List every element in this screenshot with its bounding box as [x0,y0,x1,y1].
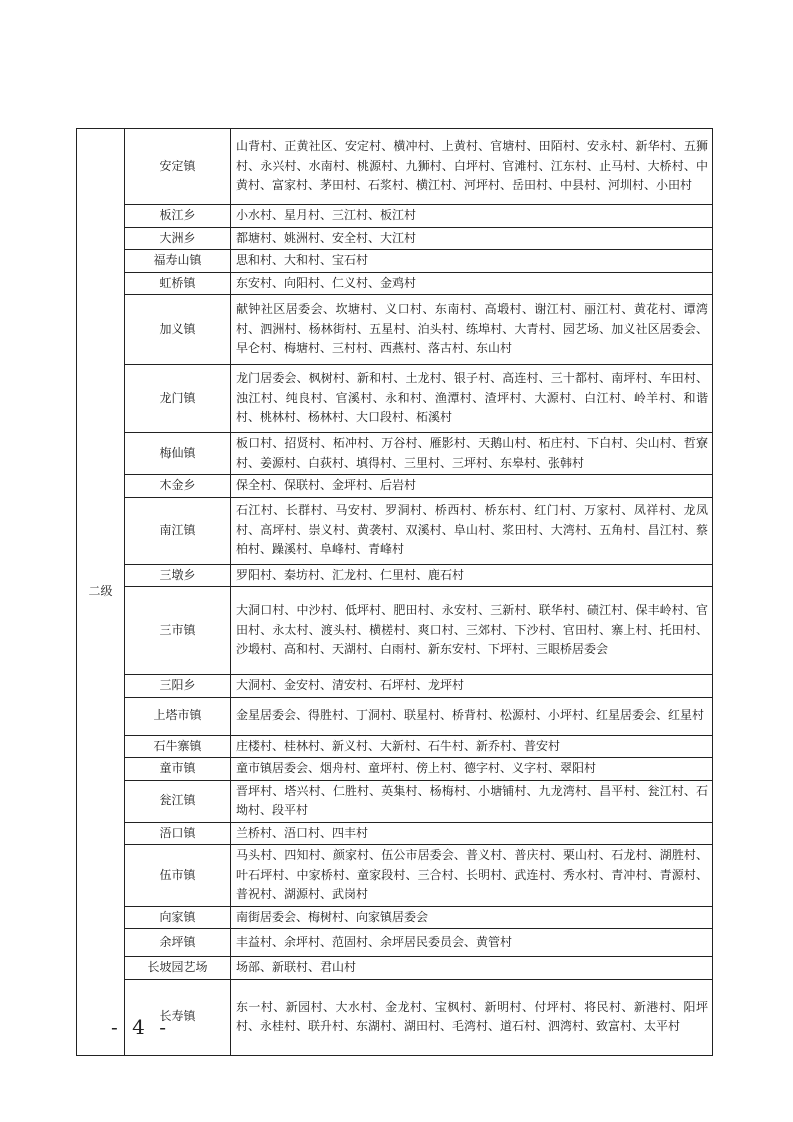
table-row [77,758,713,781]
village-list-cell [231,295,713,365]
town-name: 浯口镇 [125,822,231,845]
village-list: 金星居委会、得胜村、丁洞村、联星村、桥背村、松源村、小坪村、红星居委会、红星村 [236,708,705,723]
table-row [77,780,713,822]
village-list: 庄楼村、桂林村、新义村、大新村、石牛村、新乔村、普安村 [236,738,561,753]
village-list: 保全村、保联村、金坪村、后岩村 [236,478,417,492]
village-list: 思和村、大和村、宝石村 [236,253,369,267]
village-list: 童市镇居委会、烟舟村、童坪村、傍上村、德字村、义字村、翠阳村 [236,761,597,775]
village-list: 东安村、向阳村、仁义村、金鸡村 [236,275,417,290]
village-list: 龙门居委会、枫树村、新和村、土龙村、银子村、高连村、三十都村、南坪村、车田村、浊江村、纯良村、官溪村、永和村、渔潭村、渣坪村、大源村、白江村、岭羊村、和谐村、桃林村、杨林村、大口段村、柘溪村 [236,371,708,425]
village-list: 罗阳村、秦坊村、汇龙村、仁里村、鹿石村 [236,567,465,582]
town-name: 南江镇 [125,497,231,564]
village-list-cell [231,227,713,250]
table-row [77,475,713,498]
table-body [77,129,713,1056]
village-list-cell [231,957,713,980]
town-name: 三阳乡 [125,675,231,698]
table-row [77,845,713,907]
table-row [77,587,713,675]
town-name: 虹桥镇 [125,272,231,295]
table-row [77,250,713,273]
village-list: 都塘村、姚洲村、安全村、大江村 [236,230,417,245]
page-number: - 4 - [111,1015,170,1039]
village-list-cell [231,433,713,475]
table-row [77,365,713,433]
village-list: 大洞村、金安村、清安村、石坪村、龙坪村 [236,678,465,692]
village-list: 丰益村、余坪村、范固村、余坪居民委员会、黄管村 [236,934,513,949]
village-list-cell [231,780,713,822]
village-list-cell [231,929,713,957]
level-cell: 二级 [77,129,125,1056]
table-row [77,227,713,250]
town-name: 向家镇 [125,906,231,929]
town-name: 余坪镇 [125,929,231,957]
village-list: 献钟社区居委会、坎塘村、义口村、东南村、高塅村、谢江村、丽江村、黄花村、谭湾村、泗洲村、杨林街村、五星村、泊头村、练埠村、大青村、园艺场、加义社区居委会、早仑村、梅塘村、三村村、西燕村、落古村、东山村 [236,302,708,356]
village-list-cell [231,475,713,498]
table-row [77,957,713,980]
village-list: 东一村、新园村、大水村、金龙村、宝枫村、新明村、付坪村、将民村、新港村、阳坪村、永桂村、联升村、东湖村、湖田村、毛湾村、道石村、泗湾村、致富村、太平村 [236,999,708,1033]
town-name: 板江乡 [125,205,231,228]
table-row [77,129,713,205]
village-list-cell [231,129,713,205]
town-name: 三墩乡 [125,564,231,587]
village-list: 南街居委会、梅树村、向家镇居委会 [236,909,429,924]
village-list-cell [231,587,713,675]
table-row [77,497,713,564]
village-list-cell [231,250,713,273]
village-list-cell [231,906,713,929]
village-list: 马头村、四知村、颜家村、伍公市居委会、普义村、普庆村、栗山村、石龙村、湖胜村、叶石坪村、中家桥村、童家段村、三合村、长明村、武连村、秀水村、青冲村、青源村、普祝村、湖源村、武岗村 [236,848,708,901]
town-name: 童市镇 [125,758,231,781]
table-row [77,295,713,365]
village-list-cell [231,845,713,907]
village-list: 板口村、招贤村、柘冲村、万谷村、雁影村、天鹅山村、柘庄村、下白村、尖山村、哲寮村、姜源村、白荻村、填得村、三里村、三坪村、东皋村、张韩村 [236,436,708,470]
village-list: 小水村、星月村、三江村、板江村 [236,208,417,222]
town-name: 长坡园艺场 [125,957,231,980]
town-name: 石牛寨镇 [125,735,231,758]
town-name: 木金乡 [125,475,231,498]
table-row [77,735,713,758]
village-list-cell [231,497,713,564]
village-list-cell [231,697,713,735]
village-list-cell [231,365,713,433]
table-row [77,929,713,957]
town-name: 梅仙镇 [125,433,231,475]
village-list-cell [231,822,713,845]
village-list: 兰桥村、浯口村、四丰村 [236,825,369,840]
table-row [77,564,713,587]
table-row [77,675,713,698]
table-row [77,272,713,295]
village-classification-table [76,128,713,1056]
table-row [77,979,713,1055]
table-row [77,433,713,475]
town-name: 三市镇 [125,587,231,675]
town-name: 伍市镇 [125,845,231,907]
town-name: 龙门镇 [125,365,231,433]
table-row [77,906,713,929]
village-list: 大洞口村、中沙村、低坪村、肥田村、永安村、三新村、联华村、碛江村、保丰岭村、官田村、永太村、渡头村、横槎村、爽口村、三郊村、下沙村、官田村、寨上村、托田村、沙塅村、高和村、天湖村、白雨村、新东安村、下坪村、三眼桥居委会 [236,603,708,657]
table-row [77,205,713,228]
village-list: 山背村、正黄社区、安定村、横冲村、上黄村、官塘村、田陌村、安永村、新华村、五狮村、永兴村、水南村、桃源村、九狮村、白坪村、官滩村、江东村、止马村、大桥村、中黄村、富家村、茅田村、石浆村、横江村、河坪村、岳田村、中县村、河圳村、小田村 [236,139,708,193]
village-list-cell [231,758,713,781]
village-list-cell [231,735,713,758]
village-list-cell [231,564,713,587]
village-list-cell [231,675,713,698]
village-list-cell [231,272,713,295]
village-list-cell [231,205,713,228]
town-name: 福寿山镇 [125,250,231,273]
town-name: 安定镇 [125,129,231,205]
town-name: 上塔市镇 [125,697,231,735]
village-list: 场部、新联村、君山村 [236,960,357,974]
village-list-cell [231,979,713,1055]
town-name: 大洲乡 [125,227,231,250]
table-row [77,822,713,845]
town-name: 长寿镇 [125,979,231,1055]
table-row [77,697,713,735]
village-list: 石江村、长群村、马安村、罗洞村、桥西村、桥东村、红门村、万家村、凤祥村、龙凤村、高坪村、崇义村、黄袭村、双溪村、阜山村、浆田村、大湾村、五角村、昌江村、蔡柏村、躁溪村、阜峰村、青峰村 [236,503,708,557]
town-name: 瓮江镇 [125,780,231,822]
town-name: 加义镇 [125,295,231,365]
village-list: 晋坪村、塔兴村、仁胜村、英集村、杨梅村、小塘铺村、九龙湾村、昌平村、瓮江村、石坳村、段平村 [236,783,708,817]
